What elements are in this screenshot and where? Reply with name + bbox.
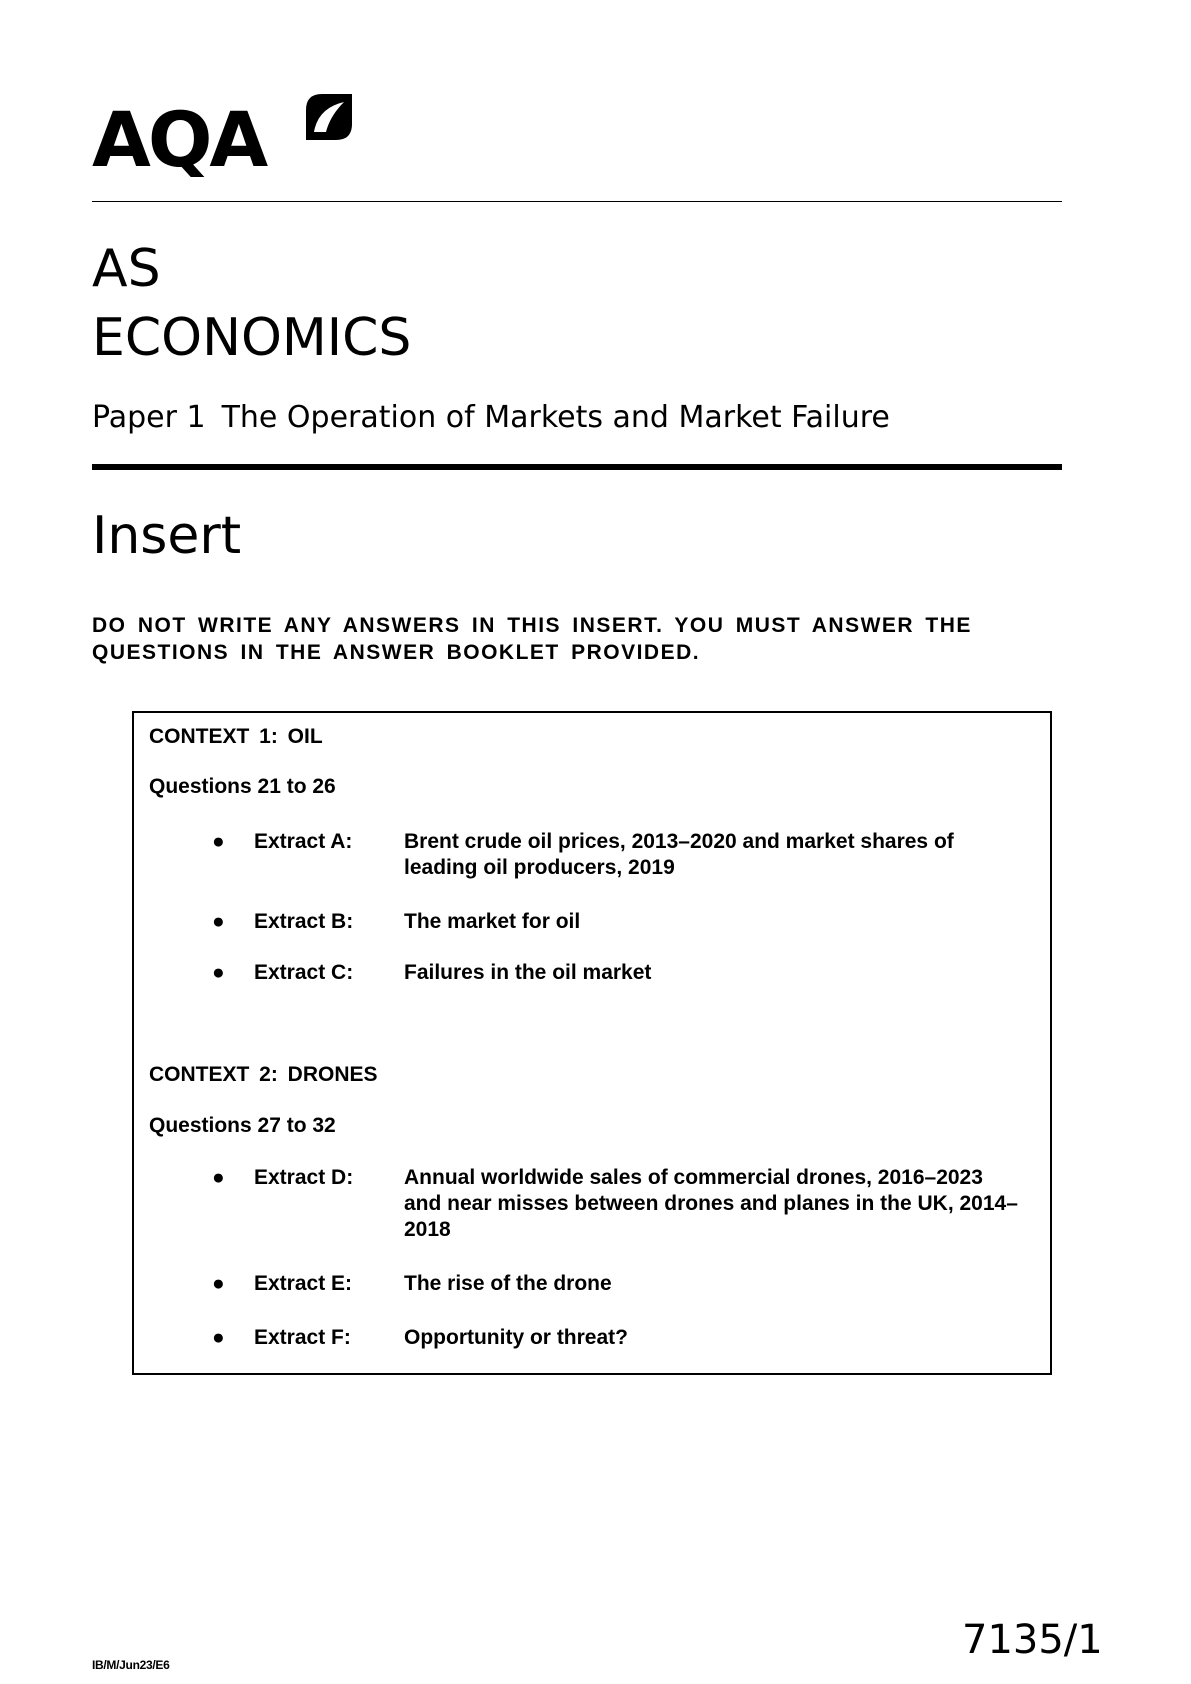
bullet: ● bbox=[212, 1272, 225, 1295]
context-title: CONTEXT 1: OIL bbox=[149, 725, 323, 748]
extract-label: Extract C: bbox=[254, 961, 354, 984]
extract-label: Extract F: bbox=[254, 1326, 351, 1349]
bullet: ● bbox=[212, 830, 225, 853]
document-type: Insert bbox=[92, 506, 242, 566]
paper-number: Paper 1 bbox=[92, 400, 206, 435]
bullet: ● bbox=[212, 961, 225, 984]
extract-description: Annual worldwide sales of commercial drones, 2016–2023 and near misses between drones and planes in the UK, 2014–2018 bbox=[404, 1166, 1018, 1241]
qualification-level: AS bbox=[92, 239, 161, 299]
paper-heading bbox=[92, 400, 890, 435]
questions-range: Questions 27 to 32 bbox=[149, 1114, 336, 1137]
aqa-logo bbox=[92, 88, 362, 184]
header-divider bbox=[92, 201, 1062, 202]
extract-label: Extract D: bbox=[254, 1166, 354, 1189]
bullet: ● bbox=[212, 1166, 225, 1189]
logo-wordmark: AQA bbox=[92, 95, 266, 184]
title-divider bbox=[92, 464, 1062, 470]
bullet: ● bbox=[212, 1326, 225, 1349]
extract-description: Opportunity or threat? bbox=[404, 1326, 628, 1349]
extract-description: The rise of the drone bbox=[404, 1272, 612, 1295]
questions-range: Questions 21 to 26 bbox=[149, 775, 336, 798]
extract-label: Extract B: bbox=[254, 910, 354, 933]
aqa-leaf-icon bbox=[304, 90, 354, 142]
extract-label: Extract A: bbox=[254, 830, 353, 853]
answer-instruction: DO NOT WRITE ANY ANSWERS IN THIS INSERT. YOU MUST ANSWER THE QUESTIONS IN THE ANSWER BOOKLET PROVIDED. bbox=[92, 614, 972, 664]
extract-description: Failures in the oil market bbox=[404, 961, 652, 984]
subject-title: ECONOMICS bbox=[92, 308, 412, 368]
paper-title: The Operation of Markets and Market Failure bbox=[221, 400, 890, 435]
bullet: ● bbox=[212, 910, 225, 933]
paper-code: 7135/1 bbox=[962, 1617, 1103, 1663]
contexts-box bbox=[132, 711, 1052, 1375]
extract-label: Extract E: bbox=[254, 1272, 353, 1295]
extract-description: The market for oil bbox=[404, 910, 581, 933]
footer-reference: IB/M/Jun23/E6 bbox=[92, 1658, 170, 1672]
context-title: CONTEXT 2: DRONES bbox=[149, 1063, 378, 1086]
extract-description: Brent crude oil prices, 2013–2020 and market shares of leading oil producers, 2019 bbox=[404, 830, 954, 879]
